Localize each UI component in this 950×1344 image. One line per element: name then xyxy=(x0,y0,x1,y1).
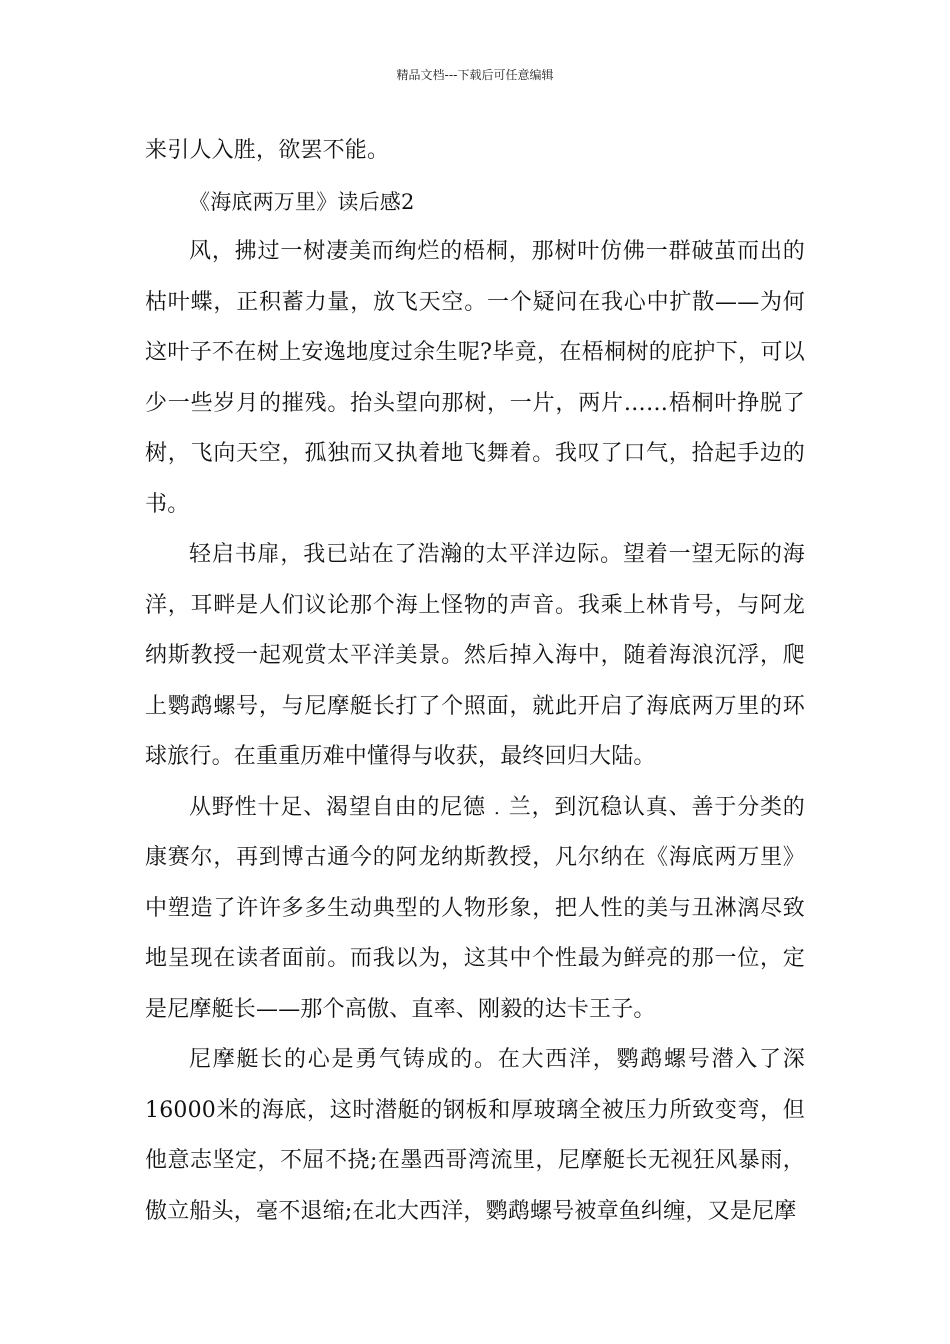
paragraph-continuation: 来引人入胜，欲罢不能。 xyxy=(145,138,390,163)
paragraph: 从野性十足、渴望自由的尼德﹒兰，到沉稳认真、善于分类的康赛尔，再到博古通今的阿龙纳斯教授，凡尔纳在《海底两万里》中塑造了许许多多生动典型的人物形象，把人性的美与丑淋漓尽致地呈现在读者面前。而我以为，这其中个性最为鲜亮的那一位，定是尼摩艇长——那个高傲、直率、刚毅的达卡王子。 xyxy=(145,794,805,1022)
document-body xyxy=(145,126,805,1237)
section-title: 《海底两万里》读后感2 xyxy=(189,189,415,214)
paragraph: 风，拂过一树凄美而绚烂的梧桐，那树叶仿佛一群破茧而出的枯叶蝶，正积蓄力量，放飞天空。一个疑问在我心中扩散——为何这叶子不在树上安逸地度过余生呢?毕竟，在梧桐树的庇护下，可以少一些岁月的摧残。抬头望向那树，一片，两片……梧桐叶挣脱了树，飞向天空，孤独而又执着地飞舞着。我叹了口气，拾起手边的书。 xyxy=(145,239,805,517)
paragraph: 尼摩艇长的心是勇气铸成的。在大西洋，鹦鹉螺号潜入了深16000米的海底，这时潜艇的钢板和厚玻璃全被压力所致变弯，但他意志坚定，不屈不挠;在墨西哥湾流里，尼摩艇长无视狂风暴雨，傲立船头，毫不退缩;在北大西洋，鹦鹉螺号被章鱼纠缠，又是尼摩 xyxy=(145,1047,805,1224)
page-header: 精品文档---下载后可任意编辑 xyxy=(396,68,554,82)
paragraph: 轻启书扉，我已站在了浩瀚的太平洋边际。望着一望无际的海洋，耳畔是人们议论那个海上怪物的声音。我乘上林肯号，与阿龙纳斯教授一起观赏太平洋美景。然后掉入海中，随着海浪沉浮，爬上鹦鹉螺号，与尼摩艇长打了个照面，就此开启了海底两万里的环球旅行。在重重历难中懂得与收获，最终回归大陆。 xyxy=(145,542,805,769)
